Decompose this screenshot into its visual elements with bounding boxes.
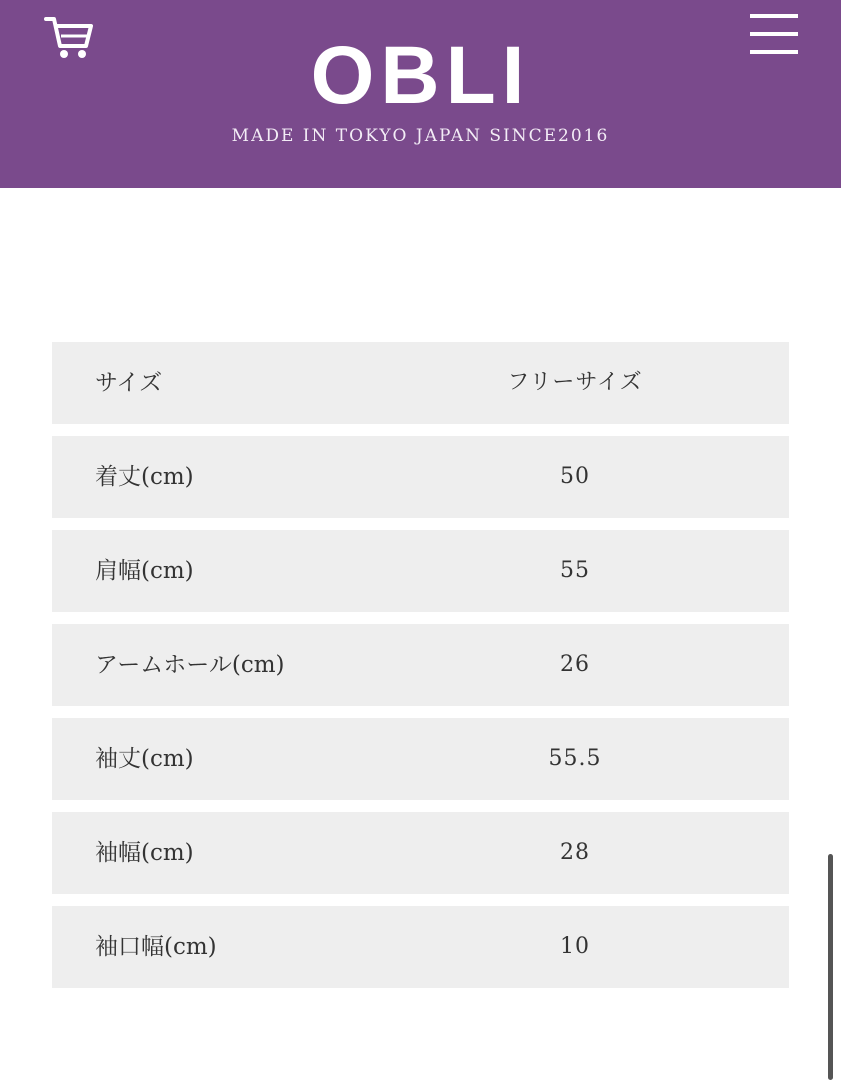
size-table-row-length — [52, 436, 789, 518]
row-label: 肩幅(cm) — [95, 558, 194, 584]
row-label: 袖丈(cm) — [95, 746, 194, 772]
row-value: 28 — [560, 840, 590, 865]
size-table-row-cuff-width — [52, 906, 789, 988]
row-value: 50 — [560, 464, 590, 489]
size-table-row-sleeve-width — [52, 812, 789, 894]
row-value: 55 — [560, 558, 590, 583]
row-value: 10 — [560, 934, 590, 959]
size-table — [52, 342, 789, 1000]
row-label: 着丈(cm) — [95, 464, 194, 490]
size-table-row-shoulder — [52, 530, 789, 612]
brand-logo[interactable]: OBLI — [310, 30, 531, 121]
row-label: アームホール(cm) — [95, 652, 285, 678]
hamburger-menu-icon[interactable] — [750, 14, 798, 54]
row-value: フリーサイズ — [507, 370, 643, 395]
site-header — [0, 0, 841, 188]
row-value: 55.5 — [548, 746, 602, 771]
row-label: サイズ — [95, 370, 163, 396]
row-label: 袖幅(cm) — [95, 840, 194, 866]
size-table-row-armhole — [52, 624, 789, 706]
row-value: 26 — [560, 652, 590, 677]
row-label: 袖口幅(cm) — [95, 934, 217, 960]
size-table-row-size — [52, 342, 789, 424]
size-table-row-sleeve-length — [52, 718, 789, 800]
brand-tagline: MADE IN TOKYO JAPAN SINCE2016 — [231, 126, 610, 146]
scrollbar[interactable] — [828, 854, 833, 1080]
